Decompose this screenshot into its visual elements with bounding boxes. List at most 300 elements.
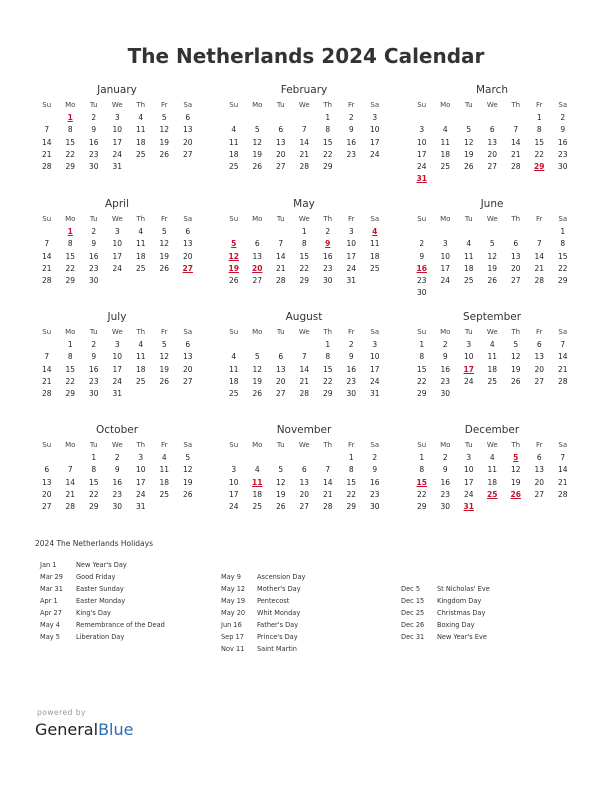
empty-day-cell [504, 226, 528, 238]
weekday-header: Tu [276, 328, 285, 336]
day-cell: 15 [534, 137, 545, 147]
day-cell: 4 [161, 453, 167, 462]
empty-day-cell [35, 339, 59, 351]
holiday-day-cell: 26 [510, 489, 521, 499]
day-cell: 14 [65, 477, 76, 487]
weekday-header: Mo [440, 441, 451, 449]
day-cell: 27 [299, 502, 310, 512]
empty-day-cell [35, 112, 59, 124]
day-cell: 2 [91, 227, 97, 236]
weekday-header: Fr [161, 328, 168, 336]
empty-day-cell [457, 112, 481, 124]
weekday-header: Mo [65, 215, 76, 223]
empty-day-cell [481, 112, 505, 124]
day-cell: 22 [322, 149, 333, 159]
holiday-name: Easter Sunday [76, 585, 124, 593]
day-cell: 26 [275, 502, 286, 512]
weekday-header: Tu [89, 441, 98, 449]
empty-day-cell [316, 452, 340, 464]
holiday-date: May 5 [40, 633, 60, 641]
weekday-header: Sa [370, 441, 380, 449]
day-cell: 30 [369, 502, 380, 512]
day-cell: 11 [135, 239, 146, 249]
holiday-name: Ascension Day [257, 573, 306, 581]
holiday-row [401, 619, 490, 631]
day-cell: 30 [346, 389, 357, 399]
day-cell: 11 [440, 137, 451, 147]
day-cell: 23 [369, 489, 380, 499]
day-cell: 12 [159, 239, 170, 249]
day-cell: 19 [487, 263, 498, 273]
day-cell: 19 [159, 251, 170, 261]
brand-blue: Blue [98, 720, 134, 739]
day-cell: 16 [557, 137, 568, 147]
brand-general: General [35, 720, 99, 739]
day-cell: 30 [112, 502, 123, 512]
day-cell: 21 [322, 489, 333, 499]
day-cell: 25 [487, 376, 498, 386]
day-cell: 27 [487, 162, 498, 172]
day-cell: 6 [536, 340, 542, 349]
day-cell: 4 [466, 239, 472, 249]
day-cell: 15 [346, 477, 357, 487]
day-cell: 18 [369, 251, 380, 261]
day-cell: 12 [510, 465, 521, 475]
day-cell: 9 [442, 352, 448, 362]
holiday-day-cell: 16 [416, 263, 427, 273]
weekday-header: Th [511, 328, 521, 336]
weekday-header: Mo [65, 441, 76, 449]
holiday-row [401, 595, 490, 607]
day-cell: 3 [466, 453, 472, 462]
day-cell: 20 [534, 477, 545, 487]
day-cell: 20 [41, 489, 52, 499]
day-cell: 17 [369, 137, 380, 147]
empty-day-cell [269, 226, 293, 238]
empty-day-cell [410, 112, 434, 124]
weekday-header: Su [417, 215, 427, 223]
weekday-header: Su [42, 215, 52, 223]
day-cell: 11 [135, 352, 146, 362]
holiday-row [221, 607, 305, 619]
month-name: October [95, 424, 139, 436]
weekday-header: Th [511, 441, 521, 449]
day-cell: 20 [275, 376, 286, 386]
page-title: The Netherlands 2024 Calendar [127, 44, 485, 68]
day-cell: 14 [534, 251, 545, 261]
day-cell: 8 [419, 465, 425, 475]
day-cell: 16 [88, 251, 99, 261]
day-cell: 18 [487, 364, 498, 374]
weekday-header: We [111, 101, 123, 109]
day-cell: 6 [185, 113, 191, 122]
day-cell: 2 [348, 340, 354, 349]
day-cell: 19 [510, 364, 521, 374]
day-cell: 26 [159, 149, 170, 159]
weekday-header: Sa [183, 328, 193, 336]
day-cell: 28 [41, 276, 52, 286]
holiday-row [221, 631, 305, 643]
day-cell: 22 [65, 149, 76, 159]
holiday-date: May 12 [221, 585, 246, 593]
day-cell: 8 [325, 125, 331, 135]
day-cell: 3 [138, 453, 144, 462]
day-cell: 4 [254, 465, 260, 475]
month-december [410, 422, 574, 513]
holiday-day-cell: 1 [67, 113, 73, 122]
empty-day-cell [246, 226, 270, 238]
day-cell: 20 [487, 149, 498, 159]
day-cell: 3 [419, 125, 425, 135]
day-cell: 3 [114, 340, 120, 349]
day-cell: 7 [44, 239, 50, 249]
weekday-header: Mo [252, 101, 263, 109]
day-cell: 10 [369, 352, 380, 362]
holiday-name: Christmas Day [437, 609, 486, 617]
day-cell: 2 [114, 453, 120, 462]
day-cell: 6 [185, 340, 191, 349]
day-cell: 29 [322, 389, 333, 399]
day-cell: 5 [278, 465, 284, 475]
weekday-header: Fr [348, 328, 355, 336]
day-cell: 8 [67, 125, 73, 135]
day-cell: 5 [161, 227, 167, 236]
weekday-header: Su [42, 101, 52, 109]
weekday-header: Th [136, 328, 146, 336]
day-cell: 18 [487, 477, 498, 487]
brand-logo[interactable] [35, 720, 133, 739]
holiday-name: Easter Monday [76, 597, 126, 605]
weekday-header: Tu [276, 441, 285, 449]
weekday-header: Th [136, 215, 146, 223]
day-cell: 24 [463, 489, 474, 499]
day-cell: 1 [91, 453, 97, 462]
day-cell: 10 [112, 239, 123, 249]
weekday-header: Th [323, 215, 333, 223]
day-cell: 1 [419, 453, 425, 462]
day-cell: 24 [135, 489, 146, 499]
weekday-header: Mo [252, 328, 263, 336]
day-cell: 8 [325, 352, 331, 362]
day-cell: 23 [322, 263, 333, 273]
day-cell: 8 [536, 125, 542, 135]
empty-day-cell [222, 452, 246, 464]
day-cell: 16 [440, 364, 451, 374]
holiday-date: Dec 26 [401, 621, 425, 629]
weekday-header: Tu [464, 101, 473, 109]
day-cell: 14 [299, 364, 310, 374]
day-cell: 8 [419, 352, 425, 362]
day-cell: 11 [369, 239, 380, 249]
day-cell: 4 [442, 125, 448, 135]
day-cell: 14 [41, 137, 52, 147]
day-cell: 2 [419, 239, 425, 249]
holiday-row [40, 583, 165, 595]
weekday-header: Th [323, 101, 333, 109]
day-cell: 25 [228, 389, 239, 399]
weekday-header: Sa [558, 215, 568, 223]
day-cell: 19 [252, 149, 263, 159]
day-cell: 17 [112, 137, 123, 147]
day-cell: 27 [534, 376, 545, 386]
day-cell: 9 [91, 125, 97, 135]
weekday-header: Th [136, 441, 146, 449]
weekday-header: Fr [536, 328, 543, 336]
day-cell: 28 [299, 389, 310, 399]
weekday-header: Fr [348, 101, 355, 109]
holiday-row [40, 619, 165, 631]
day-cell: 14 [41, 364, 52, 374]
holiday-date: Jun 16 [221, 621, 242, 629]
day-cell: 7 [278, 239, 284, 249]
weekday-header: Tu [276, 215, 285, 223]
day-cell: 21 [275, 263, 286, 273]
day-cell: 1 [560, 227, 566, 236]
day-cell: 14 [557, 465, 568, 475]
holiday-date: Nov 11 [221, 645, 245, 653]
day-cell: 28 [534, 276, 545, 286]
day-cell: 20 [182, 251, 193, 261]
weekday-header: Tu [276, 101, 285, 109]
day-cell: 5 [513, 340, 519, 349]
day-cell: 17 [135, 477, 146, 487]
day-cell: 18 [252, 489, 263, 499]
day-cell: 2 [372, 453, 378, 462]
day-cell: 1 [419, 340, 425, 349]
holiday-name: Boxing Day [437, 621, 475, 629]
holiday-date: May 9 [221, 573, 241, 581]
day-cell: 7 [44, 352, 50, 362]
empty-day-cell [504, 112, 528, 124]
holiday-day-cell: 15 [416, 477, 427, 487]
day-cell: 26 [159, 263, 170, 273]
holiday-day-cell: 31 [463, 502, 474, 512]
day-cell: 22 [534, 149, 545, 159]
day-cell: 25 [135, 376, 146, 386]
day-cell: 13 [182, 125, 193, 135]
day-cell: 21 [534, 263, 545, 273]
day-cell: 28 [322, 502, 333, 512]
weekday-header: We [486, 215, 498, 223]
empty-day-cell [481, 226, 505, 238]
day-cell: 25 [135, 149, 146, 159]
holiday-row [40, 607, 165, 619]
weekday-header: We [111, 328, 123, 336]
month-november [222, 422, 386, 513]
holiday-date: May 19 [221, 597, 246, 605]
day-cell: 20 [299, 489, 310, 499]
day-cell: 18 [135, 364, 146, 374]
day-cell: 27 [510, 276, 521, 286]
day-cell: 9 [419, 251, 425, 261]
day-cell: 27 [182, 376, 193, 386]
day-cell: 17 [416, 149, 427, 159]
holiday-day-cell: 17 [463, 364, 474, 374]
holiday-name: Mother's Day [257, 585, 301, 593]
day-cell: 27 [534, 489, 545, 499]
day-cell: 20 [275, 149, 286, 159]
day-cell: 23 [346, 149, 357, 159]
day-cell: 10 [135, 465, 146, 475]
day-cell: 15 [557, 251, 568, 261]
day-cell: 14 [322, 477, 333, 487]
weekday-header: Fr [536, 215, 543, 223]
holiday-name: St Nicholas' Eve [437, 585, 490, 593]
day-cell: 24 [440, 276, 451, 286]
weekday-header: Sa [370, 215, 380, 223]
weekday-header: Mo [440, 215, 451, 223]
day-cell: 19 [159, 137, 170, 147]
day-cell: 12 [510, 352, 521, 362]
day-cell: 7 [67, 465, 73, 475]
month-name: July [107, 311, 127, 323]
weekday-header: Su [417, 441, 427, 449]
day-cell: 22 [88, 489, 99, 499]
holiday-date: Apr 27 [40, 609, 62, 617]
day-cell: 11 [487, 352, 498, 362]
weekday-header: Th [323, 328, 333, 336]
holiday-day-cell: 12 [228, 251, 239, 261]
day-cell: 4 [138, 113, 144, 122]
day-cell: 9 [442, 465, 448, 475]
day-cell: 23 [88, 263, 99, 273]
month-name: December [464, 424, 520, 436]
day-cell: 9 [560, 125, 566, 135]
holiday-name: Good Friday [76, 573, 116, 581]
month-name: May [293, 198, 315, 210]
day-cell: 24 [463, 376, 474, 386]
day-cell: 4 [231, 352, 237, 362]
weekday-header: We [111, 215, 123, 223]
weekday-header: Fr [161, 101, 168, 109]
day-cell: 12 [159, 125, 170, 135]
weekday-header: Th [323, 441, 333, 449]
day-cell: 23 [112, 489, 123, 499]
day-cell: 3 [372, 340, 378, 349]
day-cell: 22 [416, 489, 427, 499]
day-cell: 2 [442, 453, 448, 462]
day-cell: 31 [112, 162, 123, 172]
holiday-row [221, 595, 305, 607]
holiday-day-cell: 29 [534, 162, 545, 172]
day-cell: 19 [463, 149, 474, 159]
weekday-header: Sa [183, 441, 193, 449]
day-cell: 9 [114, 465, 120, 475]
day-cell: 18 [159, 477, 170, 487]
month-july [35, 309, 199, 400]
day-cell: 16 [322, 251, 333, 261]
day-cell: 14 [557, 352, 568, 362]
holiday-row [221, 643, 305, 655]
weekday-header: Fr [536, 441, 543, 449]
day-cell: 2 [348, 113, 354, 122]
day-cell: 30 [88, 162, 99, 172]
weekday-header: Sa [558, 328, 568, 336]
holiday-row [401, 631, 490, 643]
day-cell: 3 [466, 340, 472, 349]
day-cell: 18 [135, 251, 146, 261]
weekday-header: Sa [558, 101, 568, 109]
day-cell: 26 [252, 389, 263, 399]
day-cell: 23 [440, 376, 451, 386]
day-cell: 5 [185, 453, 191, 462]
day-cell: 13 [252, 251, 263, 261]
weekday-header: We [486, 441, 498, 449]
day-cell: 28 [557, 489, 568, 499]
holiday-date: Dec 31 [401, 633, 425, 641]
day-cell: 19 [510, 477, 521, 487]
day-cell: 12 [252, 137, 263, 147]
day-cell: 26 [463, 162, 474, 172]
day-cell: 6 [254, 239, 260, 249]
day-cell: 21 [41, 149, 52, 159]
day-cell: 1 [67, 340, 73, 349]
day-cell: 7 [536, 239, 542, 249]
empty-day-cell [293, 452, 317, 464]
day-cell: 22 [557, 263, 568, 273]
day-cell: 16 [88, 364, 99, 374]
day-cell: 8 [91, 465, 97, 475]
weekday-header: We [298, 101, 310, 109]
day-cell: 13 [275, 364, 286, 374]
month-name: April [105, 198, 129, 210]
weekday-header: Su [229, 328, 239, 336]
day-cell: 5 [254, 125, 260, 135]
month-september [410, 309, 574, 400]
day-cell: 11 [463, 251, 474, 261]
day-cell: 10 [440, 251, 451, 261]
day-cell: 1 [301, 227, 307, 236]
weekday-header: Th [136, 101, 146, 109]
day-cell: 12 [275, 477, 286, 487]
day-cell: 10 [112, 352, 123, 362]
day-cell: 28 [510, 162, 521, 172]
empty-day-cell [434, 112, 458, 124]
empty-day-cell [246, 339, 270, 351]
empty-day-cell [457, 226, 481, 238]
weekday-header: Su [42, 441, 52, 449]
empty-day-cell [269, 339, 293, 351]
empty-day-cell [293, 339, 317, 351]
weekday-header: Su [417, 101, 427, 109]
day-cell: 23 [416, 276, 427, 286]
day-cell: 11 [487, 465, 498, 475]
day-cell: 13 [275, 137, 286, 147]
day-cell: 9 [91, 239, 97, 249]
holiday-row [221, 619, 305, 631]
empty-day-cell [246, 452, 270, 464]
day-cell: 7 [301, 352, 307, 362]
empty-day-cell [222, 339, 246, 351]
day-cell: 30 [440, 389, 451, 399]
day-cell: 7 [513, 125, 519, 135]
day-cell: 4 [138, 340, 144, 349]
holiday-date: Dec 25 [401, 609, 425, 617]
day-cell: 22 [65, 263, 76, 273]
day-cell: 30 [88, 276, 99, 286]
day-cell: 6 [536, 453, 542, 462]
day-cell: 31 [346, 276, 357, 286]
holiday-row [401, 607, 490, 619]
weekday-header: Mo [252, 215, 263, 223]
day-cell: 12 [182, 465, 193, 475]
day-cell: 21 [65, 489, 76, 499]
day-cell: 16 [346, 137, 357, 147]
weekday-header: Su [42, 328, 52, 336]
holiday-name: Pentecost [257, 597, 290, 605]
weekday-header: Tu [89, 215, 98, 223]
day-cell: 18 [463, 263, 474, 273]
